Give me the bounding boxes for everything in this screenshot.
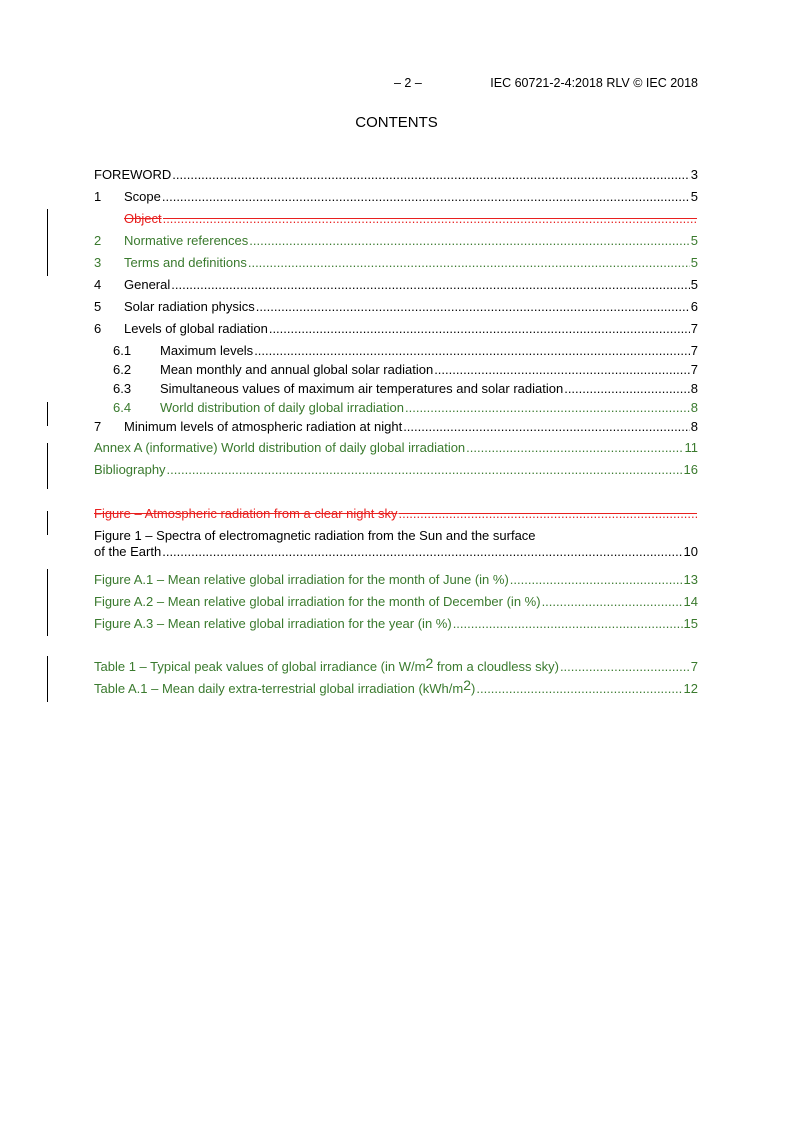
toc-entry-maximum-levels[interactable] <box>94 343 698 362</box>
toc-entry-levels-global-radiation[interactable] <box>94 321 698 343</box>
table-entry-a1[interactable] <box>94 677 698 702</box>
dot-leader <box>453 616 683 632</box>
toc-entry-simultaneous-values[interactable] <box>94 381 698 400</box>
table-entry-title-text: ) <box>471 681 476 696</box>
figure-entry-deleted <box>94 506 698 528</box>
toc-entry-page: 6 <box>690 299 698 314</box>
toc-entry-title: Object <box>124 211 162 226</box>
figure-entry-title: Figure A.2 – Mean relative global irradiation for the month of December (in %) <box>94 594 541 609</box>
dot-leader <box>403 419 690 435</box>
table-of-contents <box>94 167 698 702</box>
toc-entry-page: 3 <box>690 167 698 182</box>
toc-entry-page: 5 <box>690 233 698 248</box>
toc-entry-title: World distribution of daily global irradiation <box>160 400 404 415</box>
superscript: 2 <box>425 655 434 671</box>
table-entry-title <box>94 677 476 697</box>
toc-entry-number: 7 <box>94 419 102 434</box>
toc-entry-foreword[interactable] <box>94 167 698 189</box>
toc-entry-number: 6.1 <box>113 343 132 358</box>
dot-leader <box>510 572 683 588</box>
table-entry-title <box>94 655 559 675</box>
change-bar <box>47 656 48 702</box>
dot-leader <box>542 594 683 610</box>
toc-entry-terms-definitions[interactable] <box>94 255 698 277</box>
toc-entry-general[interactable] <box>94 277 698 299</box>
table-entry-title-text: Table 1 – Typical peak values of global irradiance (in W/m <box>94 659 426 674</box>
toc-entry-number: 4 <box>94 277 102 292</box>
toc-entry-title: Maximum levels <box>160 343 254 358</box>
document-reference: IEC 60721-2-4:2018 RLV © IEC 2018 <box>490 76 698 90</box>
dot-leader <box>162 189 690 205</box>
figure-entry-1[interactable] <box>94 528 698 572</box>
dot-leader <box>256 299 690 315</box>
toc-entry-bibliography[interactable] <box>94 462 698 484</box>
toc-entry-number: 6.3 <box>113 381 132 396</box>
toc-entry-title: Levels of global radiation <box>124 321 268 336</box>
figure-entry-page: 10 <box>683 544 698 559</box>
figure-entry-page: 13 <box>683 572 698 587</box>
toc-entry-page: 5 <box>690 255 698 270</box>
dot-leader <box>248 255 690 271</box>
toc-entry-scope[interactable] <box>94 189 698 211</box>
dot-leader <box>434 362 690 378</box>
figure-entry-title-line2: of the Earth <box>94 544 162 559</box>
toc-entry-page: 8 <box>690 400 698 415</box>
dot-leader <box>171 277 690 293</box>
dot-leader <box>564 381 690 397</box>
contents-title: CONTENTS <box>355 114 438 131</box>
toc-entry-solar-radiation-physics[interactable] <box>94 299 698 321</box>
toc-entry-title: Mean monthly and annual global solar radiation <box>160 362 434 377</box>
figure-entry-page: 15 <box>683 616 698 631</box>
page-header <box>94 76 698 92</box>
toc-entry-normative-references[interactable] <box>94 233 698 255</box>
table-entry-page: 12 <box>683 681 698 696</box>
toc-entry-title: Simultaneous values of maximum air temperatures and solar radiation <box>160 381 564 396</box>
toc-entry-title: Annex A (informative) World distribution of daily global irradiation <box>94 440 466 455</box>
figure-entry-title: Figure A.1 – Mean relative global irradiation for the month of June (in %) <box>94 572 509 587</box>
dot-leader <box>254 343 690 359</box>
dot-leader <box>466 440 683 456</box>
toc-entry-page: 16 <box>683 462 698 477</box>
toc-entry-title: Bibliography <box>94 462 166 477</box>
figure-entry-page: 14 <box>683 594 698 609</box>
change-bar <box>47 569 48 636</box>
table-entry-title-text: Table A.1 – Mean daily extra-terrestrial global irradiation (kWh/m <box>94 681 464 696</box>
dot-leader <box>476 681 682 697</box>
dot-leader <box>167 462 683 478</box>
toc-entry-number: 6 <box>94 321 102 336</box>
figure-entry-title: Figure A.3 – Mean relative global irradiation for the year (in %) <box>94 616 452 631</box>
toc-entry-minimum-levels[interactable] <box>94 419 698 440</box>
dot-leader <box>269 321 690 337</box>
toc-entry-title: Normative references <box>124 233 249 248</box>
page-number: – 2 – <box>394 76 422 90</box>
toc-entry-page: 8 <box>690 419 698 434</box>
toc-entry-page: 7 <box>690 362 698 377</box>
toc-entry-mean-monthly-annual[interactable] <box>94 362 698 381</box>
table-entry-page: 7 <box>690 659 698 674</box>
dot-leader <box>560 659 690 675</box>
toc-entry-page: 5 <box>690 189 698 204</box>
table-entry-1[interactable] <box>94 655 698 680</box>
toc-entry-number: 6.4 <box>113 400 132 415</box>
dot-leader <box>163 211 697 227</box>
toc-entry-page: 7 <box>690 321 698 336</box>
toc-entry-object-deleted <box>94 211 698 233</box>
toc-entry-page: 7 <box>690 343 698 358</box>
toc-entry-number: 6.2 <box>113 362 132 377</box>
figure-entry-a1[interactable] <box>94 572 698 594</box>
table-entry-title-text: from a cloudless sky) <box>433 659 559 674</box>
toc-entry-number: 3 <box>94 255 102 270</box>
toc-entry-title: Solar radiation physics <box>124 299 255 314</box>
dot-leader <box>398 506 697 522</box>
change-bar <box>47 209 48 276</box>
figure-entry-title-line1: Figure 1 – Spectra of electromagnetic radiation from the Sun and the surface <box>94 528 536 543</box>
change-bar <box>47 443 48 489</box>
toc-entry-page: 11 <box>684 440 698 455</box>
toc-entry-page: 5 <box>690 277 698 292</box>
toc-entry-title: Scope <box>124 189 161 204</box>
figure-entry-a2[interactable] <box>94 594 698 616</box>
change-bar <box>47 511 48 535</box>
dot-leader <box>172 167 689 183</box>
toc-entry-title: General <box>124 277 171 292</box>
toc-entry-number: 5 <box>94 299 102 314</box>
change-bar <box>47 402 48 426</box>
toc-entry-page: 8 <box>690 381 698 396</box>
dot-leader <box>249 233 689 249</box>
figure-entry-a3[interactable] <box>94 616 698 638</box>
toc-entry-world-distribution[interactable] <box>94 400 698 419</box>
dot-leader <box>405 400 690 416</box>
toc-entry-number: 1 <box>94 189 102 204</box>
toc-entry-title: Terms and definitions <box>124 255 247 270</box>
toc-entry-number: 2 <box>94 233 102 248</box>
toc-entry-title: Minimum levels of atmospheric radiation at night <box>124 419 403 434</box>
dot-leader <box>162 544 682 560</box>
figure-entry-title: Figure – Atmospheric radiation from a clear night sky <box>94 506 398 521</box>
toc-entry-title: FOREWORD <box>94 167 172 182</box>
superscript: 2 <box>463 677 472 693</box>
toc-entry-annex-a[interactable] <box>94 440 698 462</box>
